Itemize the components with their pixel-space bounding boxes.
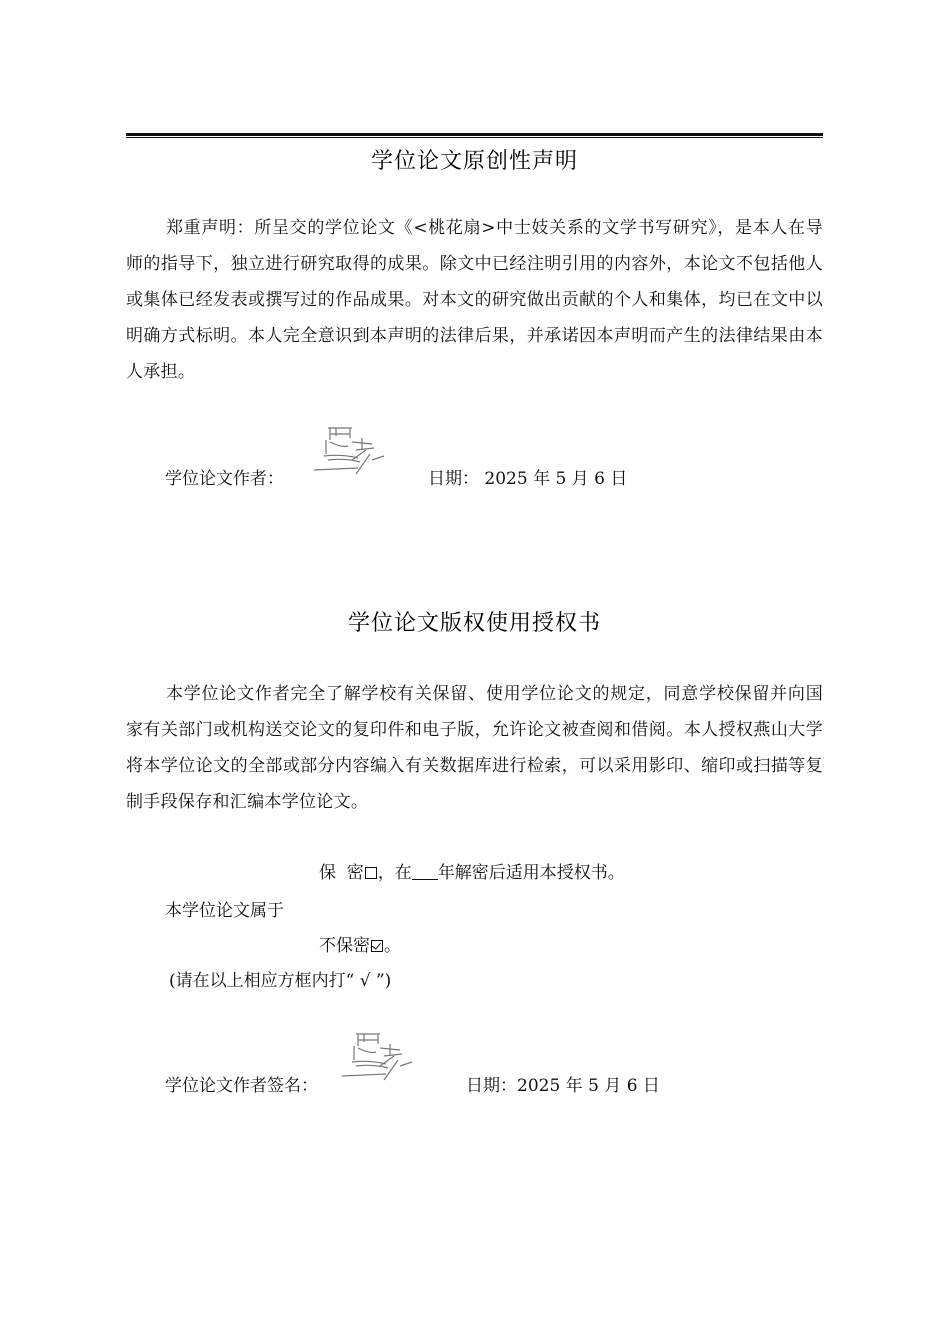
declaration-date: [428, 464, 627, 489]
declaration-date-label: 日期：: [428, 469, 479, 489]
secret-option-line: [319, 858, 625, 883]
author-signature-image-2: [340, 1030, 424, 1082]
declaration-title: 学位论文原创性声明: [370, 149, 578, 174]
authorization-date-value: 2025 年 5 月 6 日: [517, 1076, 660, 1096]
authorization-title: 学位论文版权使用授权书: [347, 611, 601, 636]
secret-suffix-text: 年解密后适用本授权书。: [437, 863, 625, 883]
not-secret-option-line: [319, 931, 401, 956]
declaration-author-label: 学位论文作者：: [165, 469, 284, 489]
not-secret-suffix: 。: [384, 936, 401, 956]
belongs-label: 本学位论文属于: [165, 901, 284, 921]
author-signature-image: [312, 424, 396, 476]
declaration-body: 郑重声明：所呈交的学位论文《<桃花扇>中士妓关系的文学书写研究》，是本人在导师的指导下，独立进行研究取得的成果。除文中已经注明引用的内容外，本论文不包括他人或集体已经发表或撰写过的作品成果。对本文的研究做出贡献的个人和集体，均已在文中以明确方式标明。本人完全意识到本声明的法律后果，并承诺因本声明而产生的法律结果由本人承担。: [126, 218, 823, 382]
authorization-body: 本学位论文作者完全了解学校有关保留、使用学位论文的规定，同意学校保留并向国家有关部门或机构送交论文的复印件和电子版，允许论文被查阅和借阅。本人授权燕山大学将本学位论文的全部或部分内容编入有关数据库进行检索，可以采用影印、缩印或扫描等复制手段保存和汇编本学位论文。: [126, 684, 823, 812]
secret-checkbox[interactable]: [365, 867, 377, 879]
authorization-date: [466, 1071, 660, 1096]
authorization-date-label: 日期：: [466, 1076, 517, 1096]
secret-label: 保 密: [319, 863, 364, 883]
declaration-date-value: 2025 年 5 月 6 日: [484, 469, 628, 489]
not-secret-label: 不保密: [319, 936, 370, 956]
checkbox-instruction: (请在以上相应方框内打“ √ ”): [169, 971, 392, 991]
not-secret-checkbox[interactable]: [371, 940, 383, 952]
header-rule-thin: [126, 137, 823, 138]
authorization-signature-label: 学位论文作者签名：: [165, 1076, 318, 1096]
secret-mid-text: ，在: [377, 863, 412, 883]
decrypt-years-blank[interactable]: [412, 865, 438, 880]
header-rule-thick: [126, 133, 823, 136]
